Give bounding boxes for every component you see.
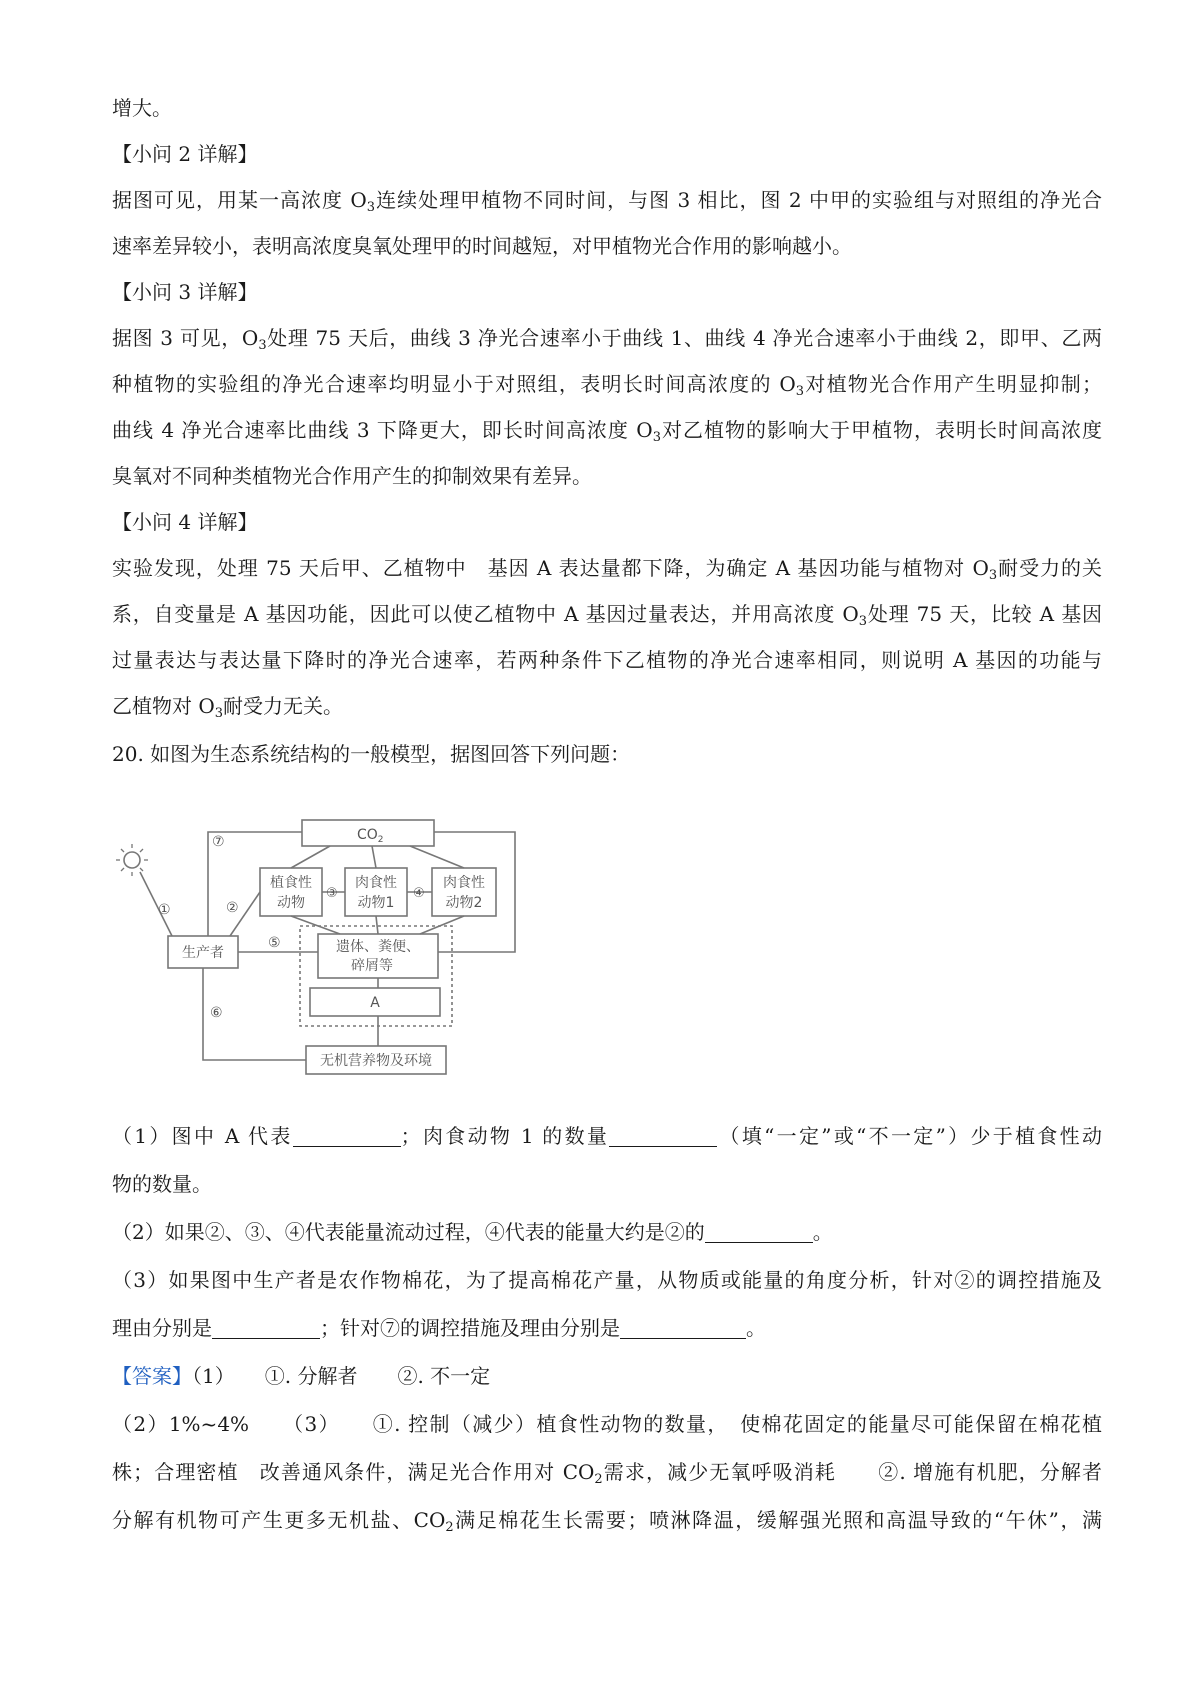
ecosystem-structure-diagram (110, 812, 560, 1102)
question-20-stem: 20. 如图为生态系统结构的一般模型，据图回答下列问题： (112, 742, 631, 766)
sun-icon (116, 844, 148, 876)
sub-q3-line-1: （3）如果图中生产者是农作物棉花，为了提高棉花产量，从物质或能量的角度分析，针对②的调控措施及 (112, 1268, 1102, 1292)
subquestion-3-line-1: 据图 3 可见，$O_3$处理 75 天后，曲线 3 净光合速率小于曲线 1、曲线 4 净光合速率小于曲线 2，即甲、乙两 (112, 326, 1102, 353)
co2-label: $CO_2$ (357, 827, 384, 845)
marker-3: ③ (326, 886, 338, 901)
answer-line-3: 株；合理密植 改善通风条件，满足光合作用对 $CO_2$需求，减少无氧呼吸消耗 ②. 增施有机肥，分解者 (112, 1460, 1102, 1487)
inorganic-label: 无机营养物及环境 (320, 1053, 432, 1069)
marker-1: ① (158, 902, 171, 918)
remains-label-1: 遗体、粪便、 (336, 939, 420, 955)
paragraph-end: 增大。 (112, 96, 172, 120)
carnivore-2-label-1: 肉食性 (443, 875, 485, 891)
marker-2: ② (226, 900, 239, 916)
remains-label-2: 碎屑等 (351, 958, 393, 974)
sub-q1-line-2: 物的数量。 (112, 1172, 212, 1196)
subquestion-3-line-3: 曲线 4 净光合速率比曲线 3 下降更大，即长时间高浓度 $O_3$对乙植物的影响大于甲植物，表明长时间高浓度 (112, 418, 1103, 445)
subquestion-4-line-3: 过量表达与表达量下降时的净光合速率，若两种条件下乙植物的净光合速率相同，则说明 A 基因的功能与 (112, 648, 1102, 672)
answer-line-4: 分解有机物可产生更多无机盐、$CO_2$满足棉花生长需要；喷淋降温，缓解强光照和高温导致的“午休”，满 (112, 1508, 1102, 1535)
blank-measure-7[interactable] (620, 1318, 746, 1339)
subquestion-2-line-2: 速率差异较小，表明高浓度臭氧处理甲的时间越短，对甲植物光合作用的影响越小。 (112, 234, 852, 258)
carnivore-1-label-1: 肉食性 (355, 875, 397, 891)
subquestion-4-line-1: 实验发现，处理 75 天后甲、乙植物中 基因 A 表达量都下降，为确定 A 基因功能与植物对 $O_3$耐受力的关 (112, 556, 1103, 583)
carnivore-1-label-2: 动物1 (357, 895, 395, 911)
answer-line-2: （2）1%~4% （3） ①. 控制（减少）植食性动物的数量， 使棉花固定的能量尽可能保留在棉花植 (112, 1412, 1102, 1436)
blank-a-represents[interactable] (293, 1126, 401, 1147)
producer-label: 生产者 (182, 945, 224, 961)
marker-7: ⑦ (212, 834, 225, 850)
blank-measure-2[interactable] (212, 1318, 320, 1339)
sub-q2-line: （2）如果②、③、④代表能量流动过程，④代表的能量大约是②的 。 (112, 1220, 833, 1244)
a-label: A (370, 995, 380, 1011)
subquestion-2-heading: 【小问 2 详解】 (112, 142, 258, 166)
answer-label: 【答案】 (112, 1364, 192, 1388)
marker-5: ⑤ (268, 935, 281, 951)
sub-q3-line-2: 理由分别是 ；针对⑦的调控措施及理由分别是 。 (112, 1316, 766, 1340)
herbivore-label-2: 动物 (277, 895, 305, 911)
subquestion-4-heading: 【小问 4 详解】 (112, 510, 258, 534)
subquestion-3-heading: 【小问 3 详解】 (112, 280, 258, 304)
subquestion-4-line-2: 系，自变量是 A 基因功能，因此可以使乙植物中 A 基因过量表达，并用高浓度 $O_3$处理 75 天，比较 A 基因 (112, 602, 1102, 629)
subquestion-3-line-4: 臭氧对不同种类植物光合作用产生的抑制效果有差异。 (112, 464, 592, 488)
sub-q1-line-1: （1）图中 A 代表 ；肉食动物 1 的数量 （填“一定”或“不一定”）少于植食性动 (112, 1124, 1102, 1148)
marker-4: ④ (413, 886, 425, 901)
subquestion-3-line-2: 种植物的实验组的净光合速率均明显小于对照组，表明长时间高浓度的 $O_3$对植物光合作用产生明显抑制； (112, 372, 1102, 399)
subquestion-4-line-4: 乙植物对 $O_3$耐受力无关。 (112, 694, 344, 721)
subquestion-2-line-1: 据图可见，用某一高浓度 $O_3$连续处理甲植物不同时间，与图 3 相比，图 2 中甲的实验组与对照组的净光合 (112, 188, 1102, 215)
marker-6: ⑥ (210, 1005, 223, 1021)
blank-energy-ratio[interactable] (705, 1222, 813, 1243)
blank-carnivore-count[interactable] (609, 1126, 717, 1147)
carnivore-2-label-2: 动物2 (445, 895, 483, 911)
answer-line-1: 【答案】（1） ①. 分解者 ②. 不一定 (112, 1364, 491, 1388)
herbivore-label-1: 植食性 (270, 875, 312, 891)
